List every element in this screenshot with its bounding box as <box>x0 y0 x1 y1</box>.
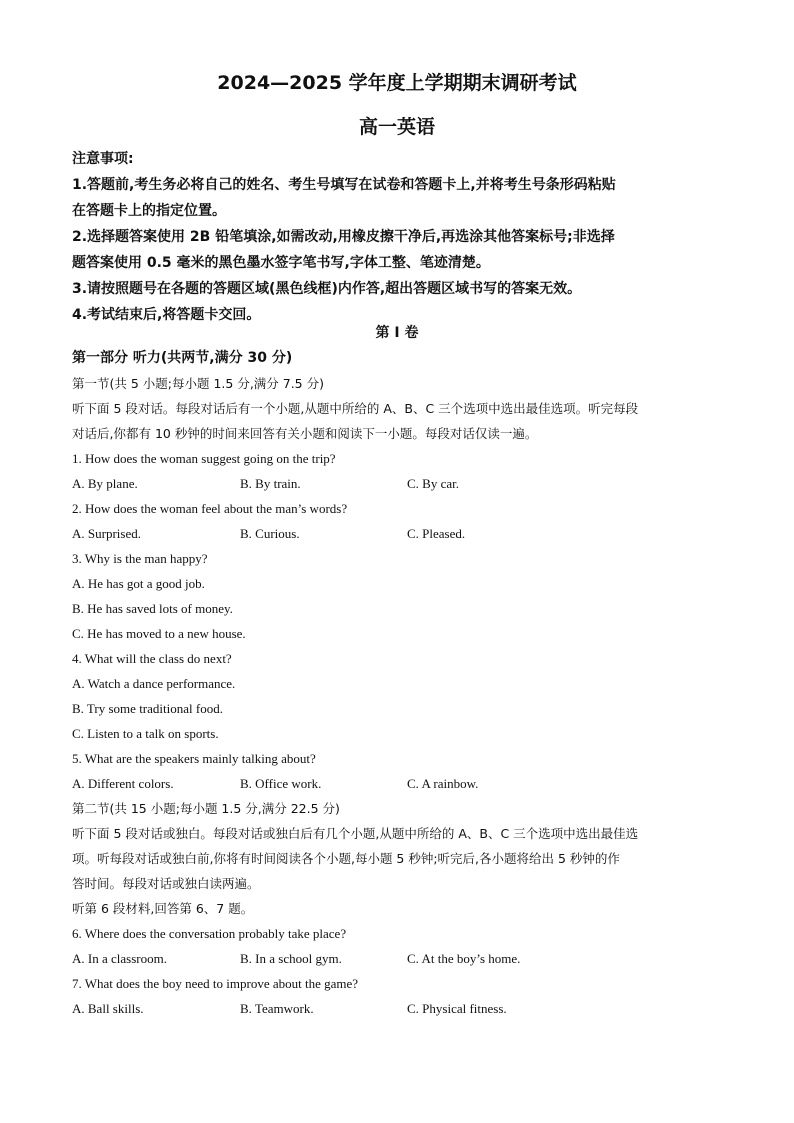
options-row <box>72 471 732 496</box>
question-stem: 3. Why is the man happy? <box>72 551 208 566</box>
question-stem: 1. How does the woman suggest going on the trip? <box>72 451 336 466</box>
exam-title: 2024—2025 学年度上学期期末调研考试 <box>217 72 577 94</box>
option-c: C. Listen to a talk on sports. <box>72 726 219 741</box>
question-stem: 6. Where does the conversation probably take place? <box>72 926 347 941</box>
notes-block <box>72 146 732 328</box>
option-b: B. He has saved lots of money. <box>72 601 233 616</box>
options-row <box>72 946 732 971</box>
option-c: C. A rainbow. <box>407 776 479 791</box>
notes-line: 4.考试结束后,将答题卡交回。 <box>72 307 261 323</box>
section-instruction: 对话后,你都有 10 秒钟的时间来回答有关小题和阅读下一小题。每段对话仅读一遍。 <box>72 426 538 441</box>
option-b: B. By train. <box>240 476 301 491</box>
notes-heading: 注意事项: <box>72 151 134 167</box>
option-a: A. He has got a good job. <box>72 576 205 591</box>
question-stem: 7. What does the boy need to improve about the game? <box>72 976 359 991</box>
options-row <box>72 521 732 546</box>
option-b: B. Curious. <box>240 526 300 541</box>
material-instruction: 听第 6 段材料,回答第 6、7 题。 <box>72 901 254 916</box>
notes-line: 题答案使用 0.5 毫米的黑色墨水签字笔书写,字体工整、笔迹清楚。 <box>72 255 490 271</box>
section-instruction: 听下面 5 段对话或独白。每段对话或独白后有几个小题,从题中所给的 A、B、C 三个选项中选出最佳选 <box>72 826 639 841</box>
options-row <box>72 771 732 796</box>
option-c: C. At the boy’s home. <box>407 951 521 966</box>
option-a: A. In a classroom. <box>72 951 167 966</box>
option-b: B. In a school gym. <box>240 951 342 966</box>
notes-line: 1.答题前,考生务必将自己的姓名、考生号填写在试卷和答题卡上,并将考生号条形码粘贴 <box>72 177 616 193</box>
question-stem: 2. How does the woman feel about the man’s words? <box>72 501 348 516</box>
option-a: A. Watch a dance performance. <box>72 676 236 691</box>
question-stem: 4. What will the class do next? <box>72 651 232 666</box>
option-c: C. Physical fitness. <box>407 1001 507 1016</box>
exam-subject: 高一英语 <box>358 116 435 138</box>
options-row <box>72 996 732 1021</box>
section-instruction: 项。听每段对话或独白前,你将有时间阅读各个小题,每小题 5 秒钟;听完后,各小题将给出 5 秒钟的作 <box>72 851 620 866</box>
section-heading: 第一节(共 5 小题;每小题 1.5 分,满分 7.5 分) <box>72 376 324 391</box>
listening-part <box>72 346 732 1021</box>
option-a: A. Different colors. <box>72 776 174 791</box>
option-c: C. By car. <box>407 476 459 491</box>
option-b: B. Office work. <box>240 776 322 791</box>
option-b: B. Teamwork. <box>240 1001 314 1016</box>
option-a: A. Ball skills. <box>72 1001 144 1016</box>
notes-line: 在答题卡上的指定位置。 <box>72 203 226 219</box>
notes-line: 2.选择题答案使用 2B 铅笔填涂,如需改动,用橡皮擦干净后,再选涂其他答案标号;非选择 <box>72 229 615 245</box>
option-b: B. Try some traditional food. <box>72 701 223 716</box>
notes-line: 3.请按照题号在各题的答题区域(黑色线框)内作答,超出答题区域书写的答案无效。 <box>72 281 582 297</box>
option-c: C. Pleased. <box>407 526 466 541</box>
option-a: A. Surprised. <box>72 526 141 541</box>
option-c: C. He has moved to a new house. <box>72 626 246 641</box>
question-stem: 5. What are the speakers mainly talking about? <box>72 751 316 766</box>
section-instruction: 听下面 5 段对话。每段对话后有一个小题,从题中所给的 A、B、C 三个选项中选出最佳选项。听完每段 <box>72 401 639 416</box>
option-a: A. By plane. <box>72 476 138 491</box>
section-heading: 第二节(共 15 小题;每小题 1.5 分,满分 22.5 分) <box>72 801 340 816</box>
volume-heading: 第 I 卷 <box>375 325 419 341</box>
part-heading: 第一部分 听力(共两节,满分 30 分) <box>72 350 293 366</box>
section-instruction: 答时间。每段对话或独白读两遍。 <box>72 876 260 891</box>
